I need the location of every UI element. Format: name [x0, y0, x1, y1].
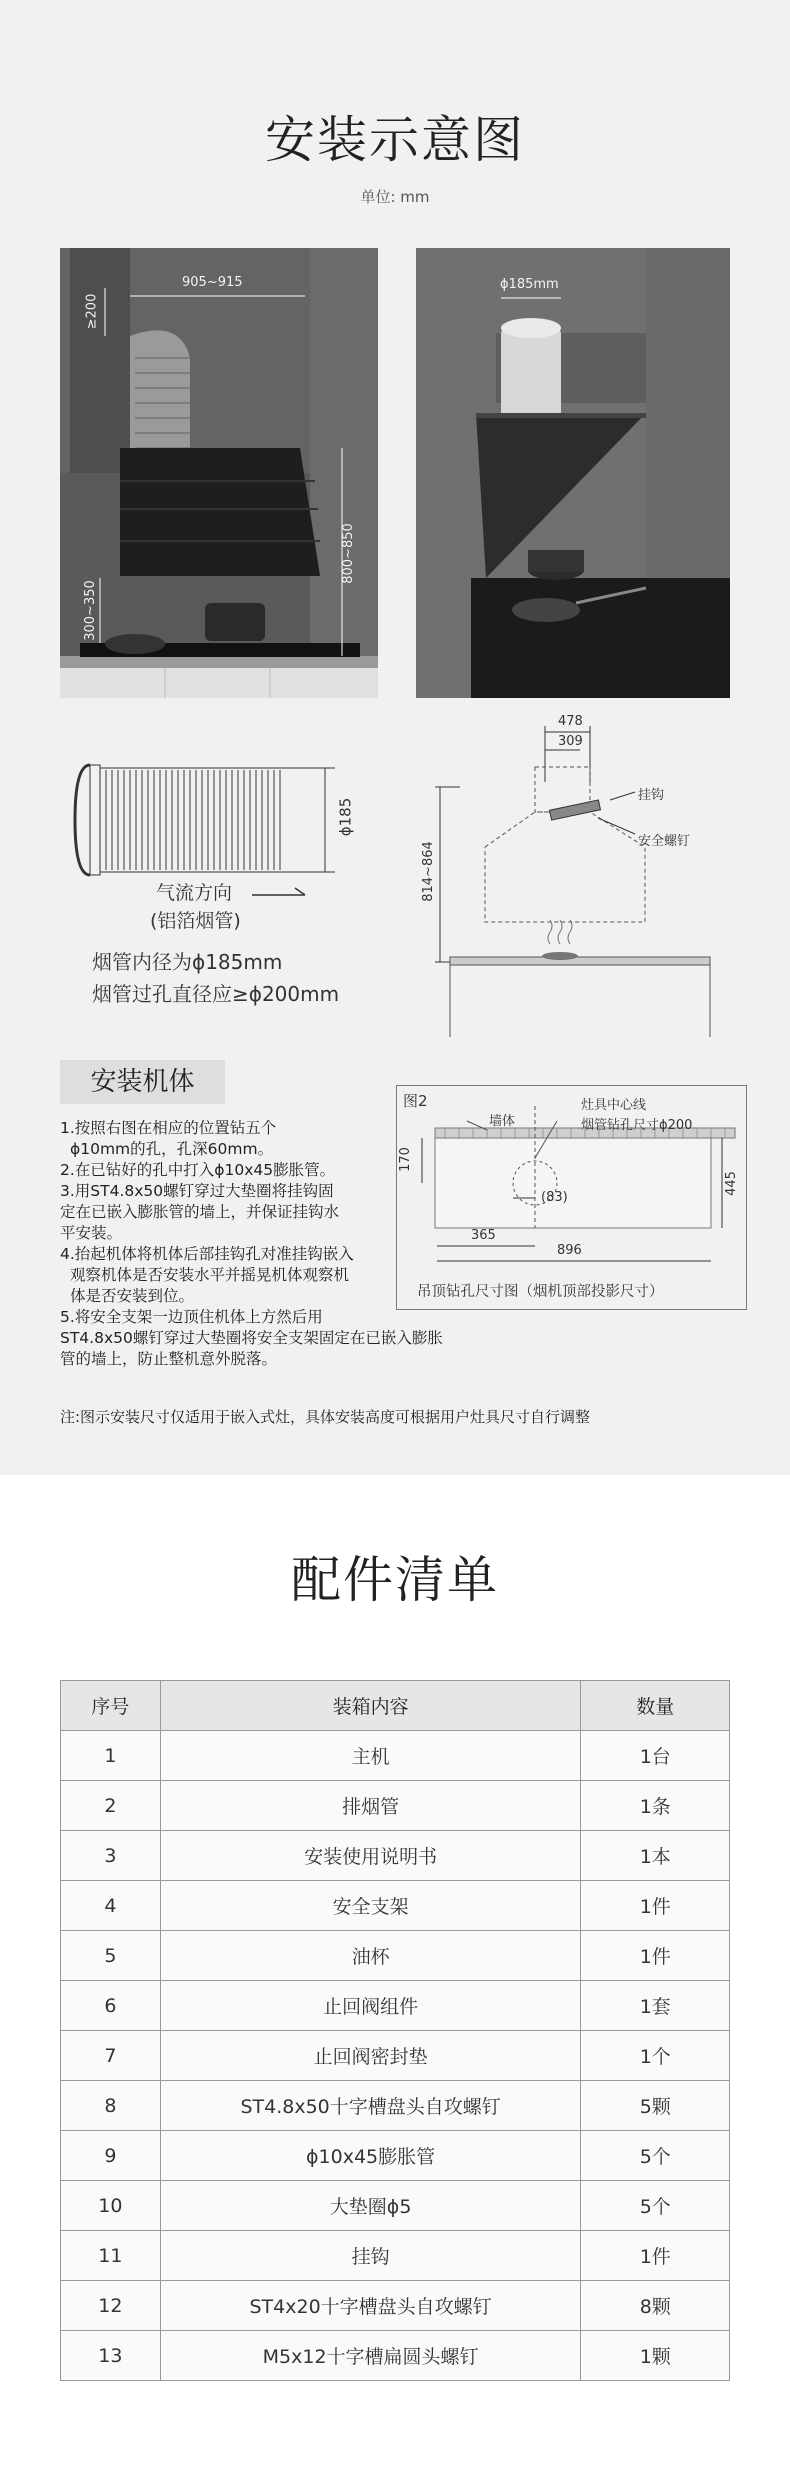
table-row: [61, 1781, 730, 1831]
cell-index: 4: [61, 1881, 161, 1931]
dimension-365: 365: [471, 1228, 496, 1243]
cell-qty: 5个: [581, 2181, 730, 2231]
airflow-arrow-icon: [250, 884, 310, 903]
range-hood-photo-front: [60, 248, 378, 698]
table-row: [61, 1931, 730, 1981]
step-line: 5.将安全支架一边顶住机体上方然后用: [60, 1308, 323, 1326]
cell-item: 安全支架: [160, 1881, 581, 1931]
dimension-896: 896: [557, 1243, 582, 1258]
airflow-label: 气流方向: [156, 882, 233, 904]
figure-2-label: 图2: [403, 1092, 428, 1110]
cell-item: 大垫圈ϕ5: [160, 2181, 581, 2231]
width-478-dimension: 478: [558, 714, 583, 729]
step-line: 1.按照右图在相应的位置钻五个: [60, 1119, 277, 1137]
parts-table: [60, 1680, 730, 2381]
cell-item: 安装使用说明书: [160, 1831, 581, 1881]
cell-item: 止回阀密封垫: [160, 2031, 581, 2081]
dimension-83: (83): [541, 1190, 568, 1205]
dimension-170: 170: [397, 1147, 413, 1172]
range-hood-photo-side: [416, 248, 730, 698]
cell-index: 13: [61, 2331, 161, 2381]
exhaust-hose-illustration: [70, 750, 370, 890]
table-row: [61, 1831, 730, 1881]
stove-center-line-label: 灶具中心线: [581, 1098, 647, 1113]
side-dimension-diagram: [420, 712, 720, 1042]
ceiling-drill-figure: [396, 1085, 747, 1310]
install-title: 安装示意图: [265, 111, 525, 169]
cell-index: 7: [61, 2031, 161, 2081]
width-309-dimension: 309: [558, 734, 583, 749]
step-line: 观察机体是否安装水平并摇晃机体观察机: [70, 1266, 350, 1284]
table-row: [61, 2131, 730, 2181]
step-line: ϕ10mm的孔，孔深60mm。: [70, 1140, 274, 1158]
install-body-tab: 安装机体: [60, 1060, 225, 1104]
cell-qty: 8颗: [581, 2281, 730, 2331]
cell-index: 12: [61, 2281, 161, 2331]
cell-qty: 1件: [581, 1931, 730, 1981]
table-row: [61, 2031, 730, 2081]
cell-qty: 1套: [581, 1981, 730, 2031]
side-dimension-illustration: [420, 712, 720, 1042]
table-row: [61, 2331, 730, 2381]
cell-index: 9: [61, 2131, 161, 2181]
width-dimension: 905~915: [182, 275, 243, 290]
figure-2-caption: 吊顶钻孔尺寸图（烟机顶部投影尺寸）: [417, 1284, 664, 1300]
table-row: [61, 1881, 730, 1931]
cell-index: 6: [61, 1981, 161, 2031]
cell-qty: 1条: [581, 1781, 730, 1831]
step-line: 体是否安装到位。: [70, 1287, 195, 1305]
hose-hole-diameter: 烟管过孔直径应≥ϕ200mm: [92, 982, 340, 1006]
cell-qty: 1本: [581, 1831, 730, 1881]
header-contents: 装箱内容: [160, 1681, 581, 1731]
cell-index: 5: [61, 1931, 161, 1981]
cell-index: 1: [61, 1731, 161, 1781]
table-row: [61, 1731, 730, 1781]
table-row: [61, 2081, 730, 2131]
cell-qty: 5颗: [581, 2081, 730, 2131]
cell-item: 止回阀组件: [160, 1981, 581, 2031]
cell-index: 11: [61, 2231, 161, 2281]
duct-clearance-dimension: ≥200: [84, 293, 100, 330]
exhaust-hose-drawing: [70, 750, 370, 890]
cell-qty: 5个: [581, 2131, 730, 2181]
ceiling-drill-illustration: [397, 1086, 746, 1309]
side-height-dimension: 814~864: [420, 841, 436, 902]
cooktop-height-dimension: 300~350: [82, 580, 98, 641]
cell-qty: 1个: [581, 2031, 730, 2081]
hose-diameter-dimension: ϕ185: [336, 797, 355, 837]
step-line: 管的墙上，防止整机意外脱落。: [60, 1350, 278, 1368]
table-row: [61, 1981, 730, 2031]
install-height-dimension: 800~850: [340, 523, 356, 584]
step-line: 平安装。: [60, 1224, 123, 1242]
cell-item: ϕ10x45膨胀管: [160, 2131, 581, 2181]
cell-index: 3: [61, 1831, 161, 1881]
install-note: 注:图示安装尺寸仅适用于嵌入式灶，具体安装高度可根据用户灶具尺寸自行调整: [60, 1408, 591, 1426]
safety-screw-label: 安全螺钉: [638, 834, 691, 849]
step-line: 3.用ST4.8x50螺钉穿过大垫圈将挂钩固: [60, 1182, 334, 1200]
step-line: 4.抬起机体将机体后部挂钩孔对准挂钩嵌入: [60, 1245, 354, 1263]
step-line: 定在已嵌入膨胀管的墙上，并保证挂钩水: [60, 1203, 340, 1221]
table-row: [61, 2231, 730, 2281]
hook-label: 挂钩: [638, 788, 665, 803]
wall-label: 墙体: [489, 1114, 516, 1129]
cell-item: 排烟管: [160, 1781, 581, 1831]
cell-index: 8: [61, 2081, 161, 2131]
step-line: ST4.8x50螺钉穿过大垫圈将安全支架固定在已嵌入膨胀: [60, 1329, 443, 1347]
dimension-445: 445: [723, 1171, 739, 1196]
table-row: [61, 2281, 730, 2331]
table-header-row: [61, 1681, 730, 1731]
range-hood-front-illustration: [60, 248, 378, 698]
drill-hole-size-label: 烟管钻孔尺寸ϕ200: [581, 1118, 693, 1133]
step-line: 2.在已钻好的孔中打入ϕ10x45膨胀管。: [60, 1161, 336, 1179]
cell-qty: 1件: [581, 1881, 730, 1931]
cell-item: ST4x20十字槽盘头自攻螺钉: [160, 2281, 581, 2331]
cell-item: 挂钩: [160, 2231, 581, 2281]
table-row: [61, 2181, 730, 2231]
cell-item: M5x12十字槽扁圆头螺钉: [160, 2331, 581, 2381]
cell-qty: 1颗: [581, 2331, 730, 2381]
hose-inner-diameter: 烟管内径为ϕ185mm: [92, 950, 283, 974]
header-index: 序号: [61, 1681, 161, 1731]
cell-item: 主机: [160, 1731, 581, 1781]
cell-index: 2: [61, 1781, 161, 1831]
cell-qty: 1件: [581, 2231, 730, 2281]
header-quantity: 数量: [581, 1681, 730, 1731]
range-hood-side-illustration: [416, 248, 730, 698]
duct-diameter-dimension: ϕ185mm: [500, 277, 559, 292]
unit-label: 单位: mm: [360, 188, 430, 206]
parts-title: 配件清单: [291, 1551, 499, 1609]
cell-item: ST4.8x50十字槽盘头自攻螺钉: [160, 2081, 581, 2131]
hose-material-label: (铝箔烟管): [150, 910, 241, 932]
cell-qty: 1台: [581, 1731, 730, 1781]
cell-item: 油杯: [160, 1931, 581, 1981]
cell-index: 10: [61, 2181, 161, 2231]
